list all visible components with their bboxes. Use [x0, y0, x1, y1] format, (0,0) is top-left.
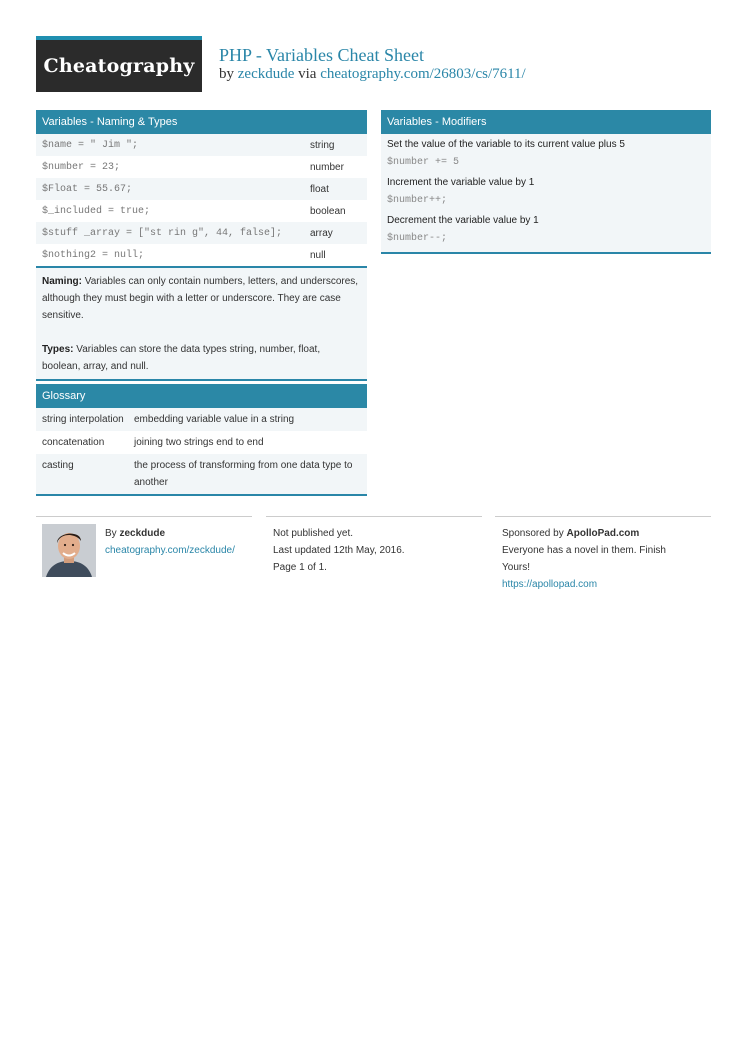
glossary-row — [36, 431, 367, 454]
page-count: Page 1 of 1. — [273, 562, 327, 573]
code-cell: $Float = 55.67; — [42, 183, 133, 195]
sponsor-url[interactable]: https://apollopad.com — [502, 579, 598, 590]
code-cell: $number = 23; — [42, 161, 121, 173]
naming-text: Variables can only contain numbers, letters, and underscores, although they must begin with a letter or underscore. They are case sensitive. — [42, 276, 359, 321]
table-row — [36, 156, 367, 178]
logo-text: Cheatography — [43, 55, 195, 77]
author-avatar — [42, 524, 96, 577]
published-status: Not published yet. — [273, 528, 354, 539]
type-cell: number — [310, 161, 344, 173]
glossary-definition: the process of transforming from one data type to another — [134, 460, 353, 488]
types-text: Variables can store the data types string, number, float, boolean, array, and null. — [42, 344, 321, 372]
byline-via: via — [298, 66, 317, 82]
footer-by: By — [105, 528, 117, 539]
footer-publication — [266, 516, 482, 576]
naming-note — [42, 273, 361, 324]
glossary-term: string interpolation — [42, 414, 124, 425]
modifier-description: Decrement the variable value by 1 — [387, 215, 539, 226]
glossary-definition: embedding variable value in a string — [134, 414, 295, 425]
table-row — [36, 244, 367, 266]
types-note — [42, 341, 361, 375]
glossary-definition: joining two strings end to end — [134, 437, 264, 448]
avatar-photo — [42, 524, 96, 577]
type-cell: boolean — [310, 205, 346, 217]
sponsor-tagline: Everyone has a novel in them. Finish Yours! — [502, 545, 666, 573]
sheet-url-link[interactable]: cheatography.com/26803/cs/7611/ — [320, 66, 526, 82]
table-row — [36, 200, 367, 222]
naming-label: Naming: — [42, 276, 82, 287]
naming-types-table — [36, 134, 367, 266]
code-cell: $stuff _array = ["st rin g", 44, false]; — [42, 227, 283, 239]
last-updated: Last updated 12th May, 2016. — [273, 545, 405, 556]
type-cell: string — [310, 139, 335, 151]
glossary-box — [36, 384, 367, 496]
modifiers-heading: Variables - Modifiers — [381, 110, 711, 134]
sponsored-by: Sponsored by — [502, 528, 564, 539]
naming-types-box — [36, 110, 367, 381]
modifier-description: Increment the variable value by 1 — [387, 177, 535, 188]
table-row — [36, 134, 367, 156]
modifier-description: Set the value of the variable to its current value plus 5 — [387, 139, 625, 150]
types-label: Types: — [42, 344, 74, 355]
modifier-code: $number += 5 — [387, 157, 460, 168]
footer-author-url[interactable]: cheatography.com/zeckdude/ — [105, 545, 235, 556]
glossary-term: concatenation — [42, 437, 105, 448]
type-cell: array — [310, 227, 333, 239]
glossary-term: casting — [42, 460, 74, 471]
cheatography-logo[interactable] — [36, 36, 202, 92]
code-cell: $nothing2 = null; — [42, 249, 145, 261]
type-cell: null — [310, 249, 326, 261]
table-row — [36, 222, 367, 244]
sponsor-line — [502, 525, 711, 542]
glossary-row — [36, 408, 367, 431]
byline — [219, 66, 526, 83]
code-cell: $_included = true; — [42, 205, 151, 217]
naming-types-notes — [36, 268, 367, 379]
code-cell: $name = " Jim "; — [42, 139, 139, 151]
footer-author-name[interactable]: zeckdude — [119, 528, 166, 539]
table-row — [36, 178, 367, 200]
modifier-code: $number--; — [387, 233, 448, 244]
glossary-heading: Glossary — [36, 384, 367, 408]
footer-sponsor — [495, 516, 711, 593]
page-title: PHP - Variables Cheat Sheet — [219, 45, 424, 65]
type-cell: float — [310, 183, 329, 195]
modifier-code: $number++; — [387, 195, 448, 206]
author-link[interactable]: zeckdude — [237, 66, 295, 82]
glossary-row — [36, 454, 367, 494]
naming-types-heading: Variables - Naming & Types — [36, 110, 367, 134]
modifiers-box — [381, 110, 711, 254]
sponsor-name[interactable]: ApolloPad.com — [566, 528, 640, 539]
byline-by: by — [219, 66, 234, 82]
footer-author-line — [105, 525, 252, 542]
